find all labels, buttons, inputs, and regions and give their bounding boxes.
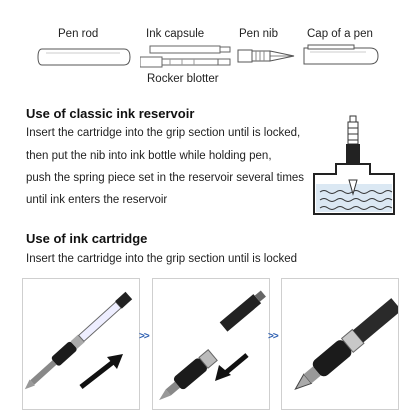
ink-bottle-illustration bbox=[306, 114, 402, 218]
photo-step-insert-cartridge bbox=[152, 278, 270, 410]
heading-classic-reservoir: Use of classic ink reservoir bbox=[26, 106, 195, 121]
classic-step-2: then put the nib into ink bottle while holding pen, bbox=[26, 150, 272, 162]
pen-rod-illustration bbox=[36, 46, 132, 68]
label-rocker-blotter: Rocker blotter bbox=[147, 73, 219, 85]
pen-nib-illustration bbox=[236, 46, 300, 66]
heading-ink-cartridge: Use of ink cartridge bbox=[26, 231, 148, 246]
ink-capsule-illustration bbox=[140, 44, 236, 72]
classic-step-3: push the spring piece set in the reservoir several times bbox=[26, 172, 305, 184]
photo-step-assembled bbox=[281, 278, 399, 410]
label-ink-capsule: Ink capsule bbox=[146, 28, 205, 40]
cartridge-step-1: Insert the cartridge into the grip section until is locked bbox=[26, 253, 298, 265]
next-step-arrow-1: >> bbox=[139, 331, 149, 342]
classic-step-4: until ink enters the reservoir bbox=[26, 194, 168, 206]
next-step-arrow-2: >> bbox=[268, 331, 278, 342]
label-pen-nib: Pen nib bbox=[239, 28, 279, 40]
photo-step-insert-converter bbox=[22, 278, 140, 410]
label-pen-rod: Pen rod bbox=[58, 28, 99, 40]
cap-illustration bbox=[300, 44, 380, 68]
classic-step-1: Insert the cartridge into the grip section until is locked, bbox=[26, 127, 301, 139]
label-cap: Cap of a pen bbox=[307, 28, 373, 40]
